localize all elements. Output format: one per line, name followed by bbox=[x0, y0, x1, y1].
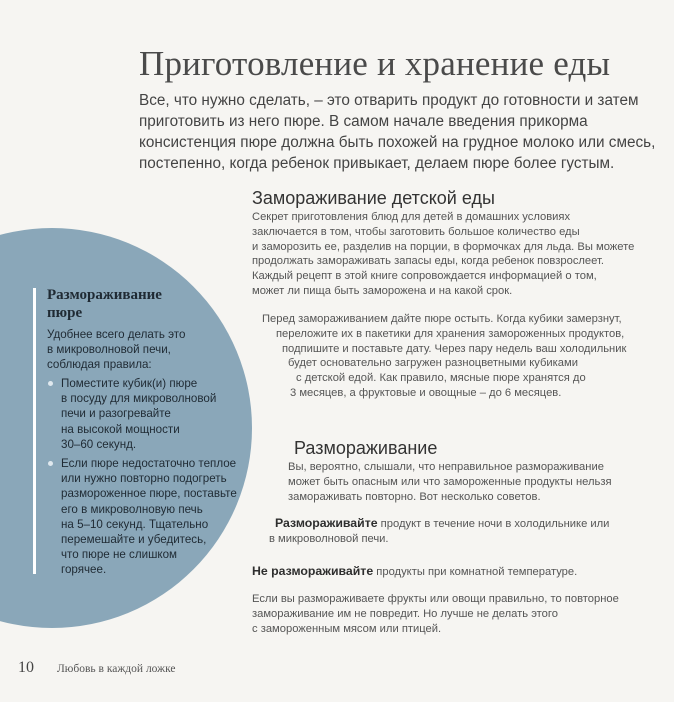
text-line: Если пюре недостаточно теплое bbox=[61, 457, 237, 470]
text-line: может быть опасным или что замороженные продукты нельзя bbox=[288, 475, 612, 488]
text-line: его в микроволновую печь bbox=[61, 502, 203, 516]
intro-line: консистенция пюре должна быть похожей на грудное молоко или смесь, bbox=[139, 134, 656, 151]
text-line: замораживать повторно. Вот несколько советов. bbox=[288, 490, 541, 503]
text-line: Если вы размораживаете фрукты или овощи правильно, то повторное bbox=[252, 593, 619, 605]
page-title: Приготовление и хранение еды bbox=[139, 44, 611, 83]
text-line: Вы, вероятно, слышали, что неправильное размораживание bbox=[288, 461, 604, 473]
text-line: будет основательно загружен разноцветными кубиками bbox=[288, 357, 578, 370]
text-line: заключается в том, чтобы заготовить большое количество еды bbox=[252, 225, 580, 238]
text-line: Перед замораживанием дайте пюре остыть. Когда кубики замерзнут, bbox=[262, 313, 622, 325]
sidebar-bullet-2 bbox=[61, 456, 237, 578]
tip-text: продукты при комнатной температуре. bbox=[373, 566, 578, 578]
sidebar-title-line: пюре bbox=[47, 305, 83, 321]
thawing-paragraph bbox=[288, 460, 612, 504]
thawing-tip-2 bbox=[252, 564, 577, 580]
bullet-icon bbox=[48, 381, 53, 386]
thawing-heading: Размораживание bbox=[294, 438, 438, 458]
text-line: продолжать замораживать запасы еды, когда ребенок повзрослеет. bbox=[252, 255, 604, 268]
sidebar-title-line: Размораживание bbox=[47, 287, 162, 303]
running-head: Любовь в каждой ложке bbox=[57, 663, 176, 675]
tip-text: в микроволновой печи. bbox=[269, 533, 389, 545]
sidebar-bullet-1 bbox=[61, 376, 216, 452]
freezing-heading: Замораживание детской еды bbox=[252, 188, 495, 208]
text-line: замораживание им не повредит. Но лучше не делать этого bbox=[252, 607, 558, 620]
freezing-paragraph-1 bbox=[252, 210, 634, 299]
intro-line: Все, что нужно сделать, – это отварить продукт до готовности и затем bbox=[139, 92, 639, 109]
text-line: в микроволновой печи, bbox=[47, 343, 171, 357]
sidebar-intro bbox=[47, 327, 185, 373]
text-line: размороженное пюре, поставьте bbox=[61, 487, 237, 501]
freezing-paragraph-2 bbox=[262, 312, 626, 401]
text-line: на 5–10 секунд. Тщательно bbox=[61, 517, 209, 531]
text-line: на высокой мощности bbox=[61, 422, 180, 436]
text-line: Секрет приготовления блюд для детей в домашних условиях bbox=[252, 211, 571, 223]
text-line: может ли пища быть заморожена и на какой срок. bbox=[252, 284, 513, 297]
thawing-tip-1 bbox=[269, 516, 610, 547]
text-line: печи и разогревайте bbox=[61, 407, 171, 421]
text-line: переложите их в пакетики для хранения замороженных продуктов, bbox=[276, 327, 625, 340]
intro-line: приготовить из него пюре. В самом начале введения прикорма bbox=[139, 113, 588, 130]
text-line: горячее. bbox=[61, 563, 107, 577]
sidebar-title bbox=[47, 286, 162, 322]
text-line: Удобнее всего делать это bbox=[47, 328, 186, 341]
tip-bold: Не размораживайте bbox=[252, 564, 374, 578]
text-line: 30–60 секунд. bbox=[61, 437, 137, 451]
text-line: что пюре не слишком bbox=[61, 548, 178, 562]
text-line: с детской едой. Как правило, мясные пюре хранятся до bbox=[296, 372, 586, 385]
text-line: Каждый рецепт в этой книге сопровождается информацией о том, bbox=[252, 270, 597, 283]
text-line: и заморозить ее, разделив на порции, в формочках для льда. Вы можете bbox=[252, 240, 635, 253]
text-line: перемешайте и убедитесь, bbox=[61, 533, 207, 547]
text-line: соблюдая правила: bbox=[47, 358, 152, 372]
thawing-tip-3 bbox=[252, 592, 619, 636]
text-line: 3 месяцев, а фруктовые и овощные – до 6 месяцев. bbox=[290, 386, 562, 399]
sidebar-accent-bar bbox=[33, 288, 36, 574]
text-line: или нужно повторно подогреть bbox=[61, 472, 227, 486]
text-line: Поместите кубик(и) пюре bbox=[61, 377, 198, 390]
page-number: 10 bbox=[18, 659, 34, 676]
bullet-icon bbox=[48, 461, 53, 466]
intro-line: постепенно, когда ребенок привыкает, делаем пюре более густым. bbox=[139, 155, 615, 172]
tip-bold: Размораживайте bbox=[275, 516, 378, 530]
intro-paragraph bbox=[139, 90, 659, 174]
text-line: с замороженным мясом или птицей. bbox=[252, 622, 442, 635]
tip-text: продукт в течение ночи в холодильнике или bbox=[377, 518, 610, 530]
text-line: в посуду для микроволновой bbox=[61, 392, 217, 406]
text-line: подпишите и поставьте дату. Через пару недель ваш холодильник bbox=[282, 342, 627, 355]
